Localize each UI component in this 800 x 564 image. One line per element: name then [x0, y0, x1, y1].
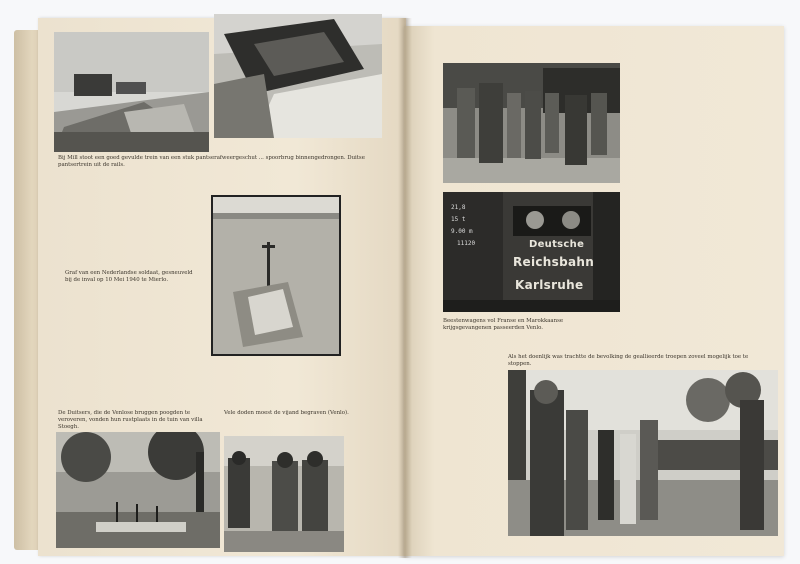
- photo-villa-garden-graves: [56, 432, 220, 548]
- left-caption-3: De Duitsers, die de Venlose bruggen poogden te veroveren, vonden hun rustplaats in de tuin van villa Stoegh.: [58, 410, 203, 431]
- wagon-number-3: 9.00 m: [451, 228, 473, 235]
- wagon-sign-deutsche: Deutsche: [529, 239, 585, 250]
- right-caption-2: Als het doenlijk was trachtte de bevolking de geallieerde troepen zoveel mogelijk toe te stoppen.: [508, 354, 749, 368]
- photo-civilians-with-troops: [508, 370, 778, 536]
- photo-derailed-train-right: [214, 14, 382, 138]
- left-caption-1: Bij Mill stoot een goed gevulde trein van een stuk pantserafweergeschut ... spoorbrug binnengedrongen. Duitse pantsertrein uit de rails.: [58, 155, 365, 169]
- photo-soldiers-at-train: [443, 63, 620, 183]
- wagon-number-1: 21,8: [451, 204, 466, 211]
- photo-derailed-train-left: [54, 32, 209, 152]
- book-gutter: [398, 18, 412, 558]
- photo-soldiers-burial: [224, 436, 344, 552]
- wagon-number-4: 11120: [457, 240, 476, 247]
- wagon-number-2: 15 t: [451, 216, 466, 223]
- wagon-sign-reichsbahn: Reichsbahn: [513, 255, 595, 269]
- wagon-sign-karlsruhe: Karlsruhe: [515, 278, 584, 292]
- photo-reichsbahn-wagon: [443, 192, 620, 312]
- right-caption-1: Beestenwagens vol Franse en Marokkaanse krijgsgevangenen passeerden Venlo.: [443, 318, 564, 332]
- photo-soldier-grave: [211, 195, 341, 356]
- left-caption-2: Graf van een Nederlandse soldaat, gesneuveld bij de inval op 10 Mei 1940 te Mierlo.: [65, 270, 193, 284]
- left-caption-4: Vele doden moest de vijand begraven (Venlo).: [224, 410, 349, 416]
